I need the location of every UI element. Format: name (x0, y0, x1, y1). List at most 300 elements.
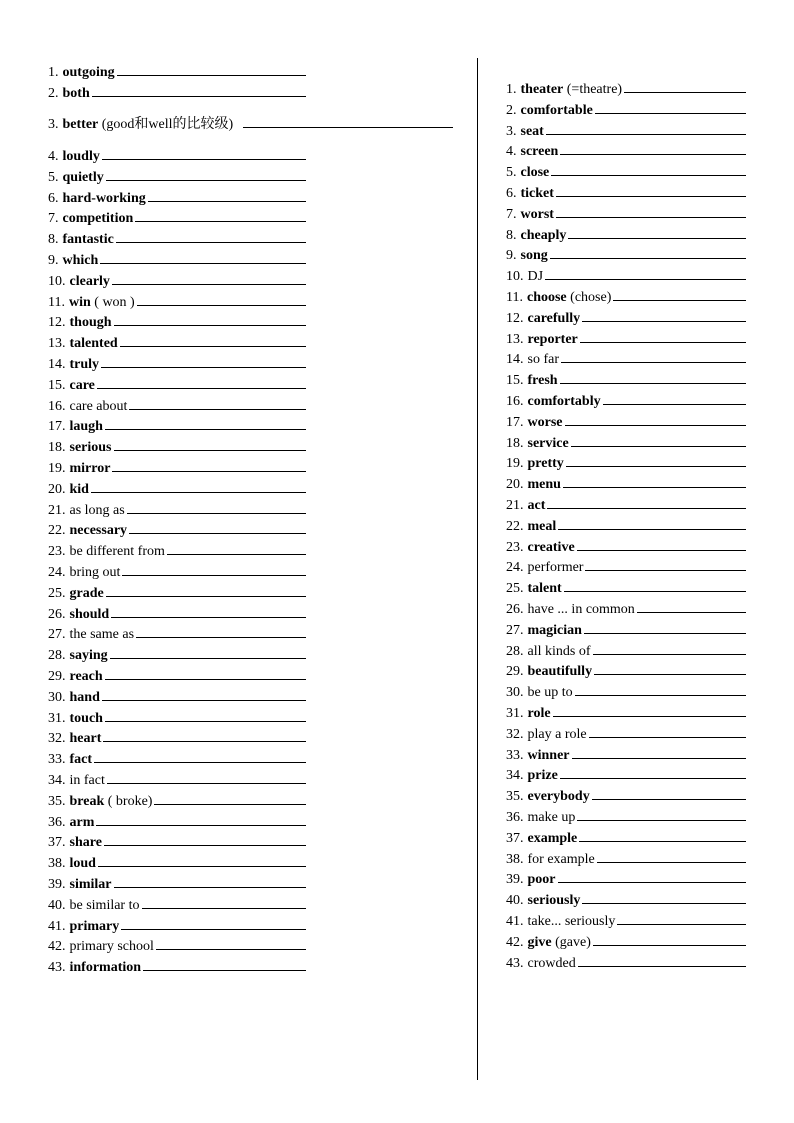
answer-blank[interactable] (156, 936, 306, 950)
vocab-item (48, 520, 306, 539)
answer-blank[interactable] (593, 641, 746, 655)
answer-blank[interactable] (102, 146, 306, 160)
term-note: as long as (69, 502, 125, 518)
answer-blank[interactable] (572, 745, 746, 759)
term-word: talented (69, 336, 118, 352)
term-word: pretty (527, 456, 564, 472)
term-word: clearly (69, 273, 110, 289)
item-number: 38. (506, 851, 524, 867)
vocab-item (506, 245, 746, 264)
vocab-term (521, 186, 554, 202)
vocab-term (528, 498, 546, 514)
item-number: 6. (506, 186, 517, 201)
answer-blank[interactable] (558, 869, 746, 883)
item-number: 10. (506, 269, 524, 285)
item-number: 11. (48, 294, 65, 310)
answer-blank[interactable] (553, 703, 746, 717)
item-number: 24. (48, 565, 66, 580)
term-word: truly (69, 357, 100, 372)
answer-blank[interactable] (98, 853, 306, 867)
answer-blank[interactable] (167, 541, 306, 555)
vocab-term (70, 856, 96, 872)
vocab-term (70, 898, 140, 914)
item-number: 18. (506, 435, 524, 451)
item-number: 34. (506, 768, 524, 784)
item-number: 16. (48, 398, 66, 414)
vocab-term (528, 893, 581, 909)
answer-blank[interactable] (111, 604, 306, 618)
vocab-item (48, 812, 306, 831)
vocab-item (506, 557, 746, 576)
item-number: 20. (506, 477, 524, 493)
vocab-term (70, 378, 95, 394)
vocab-item (506, 329, 746, 348)
term-word: share (69, 835, 102, 851)
answer-blank[interactable] (105, 708, 306, 722)
vocab-item (48, 957, 306, 976)
answer-blank[interactable] (571, 433, 746, 447)
term-word: quietly (62, 169, 104, 185)
vocab-item (506, 370, 746, 389)
answer-blank[interactable] (105, 416, 306, 430)
vocab-term (528, 872, 556, 888)
vocab-item (48, 188, 306, 207)
vocab-term (528, 456, 564, 472)
item-number: 41. (506, 914, 524, 929)
vocab-term (70, 523, 128, 539)
vocab-item (48, 458, 306, 477)
answer-blank[interactable] (135, 208, 306, 222)
answer-blank[interactable] (585, 557, 746, 571)
item-number: 13. (48, 336, 66, 352)
vocab-term (528, 311, 581, 327)
item-number: 31. (506, 706, 524, 721)
item-number: 15. (506, 373, 524, 389)
vocab-item (506, 141, 746, 160)
answer-blank[interactable] (556, 204, 746, 218)
item-number: 23. (48, 544, 66, 560)
answer-blank[interactable] (560, 765, 746, 779)
answer-blank[interactable] (142, 895, 306, 909)
item-number: 38. (48, 856, 66, 872)
answer-blank[interactable] (578, 953, 746, 967)
answer-blank[interactable] (561, 349, 746, 363)
answer-blank[interactable] (97, 375, 306, 389)
vocab-item (506, 724, 746, 743)
vocab-term (70, 544, 165, 560)
item-number: 32. (48, 731, 66, 747)
vocab-term (70, 960, 142, 976)
vocab-term (63, 149, 100, 165)
vocab-term (70, 461, 111, 477)
term-word: worse (527, 414, 563, 430)
vocab-term (70, 939, 154, 955)
answer-blank[interactable] (637, 599, 746, 613)
answer-blank[interactable] (121, 916, 306, 930)
term-word: act (527, 498, 546, 513)
vocab-item (506, 474, 746, 493)
term-note: be up to (527, 685, 573, 701)
answer-blank[interactable] (617, 911, 746, 925)
term-word: break (69, 793, 105, 809)
term-note: performer (527, 560, 584, 576)
vocab-term (528, 269, 544, 285)
answer-blank[interactable] (110, 645, 306, 659)
item-number: 11. (506, 290, 523, 305)
item-number: 5. (506, 165, 517, 181)
answer-blank[interactable] (560, 141, 746, 155)
vocab-item (506, 661, 746, 680)
vocab-term (528, 581, 562, 597)
vocab-term (528, 706, 551, 722)
answer-blank[interactable] (148, 188, 306, 202)
item-number: 35. (48, 793, 66, 809)
answer-blank[interactable] (112, 271, 306, 285)
item-number: 29. (48, 669, 66, 684)
vocab-item (48, 791, 306, 810)
answer-blank[interactable] (566, 453, 746, 467)
answer-blank[interactable] (593, 932, 746, 946)
answer-blank[interactable] (613, 287, 746, 301)
item-number: 22. (506, 518, 524, 534)
term-word: screen (520, 144, 559, 160)
answer-blank[interactable] (94, 749, 306, 763)
vocab-item (506, 516, 746, 535)
term-word: comfortably (527, 394, 601, 409)
term-note: for example (527, 851, 595, 867)
answer-blank[interactable] (114, 312, 306, 326)
term-word: information (69, 960, 142, 976)
vocab-item (48, 62, 306, 81)
vocab-item (506, 287, 746, 306)
term-word: should (69, 606, 110, 622)
answer-blank[interactable] (243, 114, 453, 128)
vocab-term (70, 399, 128, 415)
term-note: all kinds of (527, 643, 591, 659)
answer-blank[interactable] (577, 537, 746, 551)
answer-blank[interactable] (624, 79, 746, 93)
item-number: 19. (48, 461, 66, 476)
vocab-item (48, 936, 306, 955)
answer-blank[interactable] (114, 437, 306, 451)
item-number: 2. (48, 86, 59, 101)
vocab-item (48, 396, 306, 415)
vocab-item (48, 312, 306, 331)
answer-blank[interactable] (546, 121, 746, 135)
vocab-term (528, 852, 595, 868)
vocab-item (48, 645, 306, 664)
vocab-term (528, 332, 578, 348)
vocab-term (521, 103, 593, 119)
term-note: be similar to (69, 897, 140, 913)
item-number: 12. (506, 310, 524, 326)
answer-blank[interactable] (579, 828, 746, 842)
item-number: 39. (48, 877, 66, 892)
answer-blank[interactable] (564, 578, 746, 592)
answer-blank[interactable] (550, 245, 746, 259)
term-word: kid (69, 481, 89, 497)
answer-blank[interactable] (91, 479, 306, 493)
item-number: 8. (48, 232, 59, 248)
vocab-term (528, 768, 558, 784)
answer-blank[interactable] (592, 786, 746, 800)
term-note: take... seriously (527, 914, 616, 929)
answer-blank[interactable] (107, 770, 306, 784)
vocab-term (528, 373, 558, 389)
vocab-term (528, 602, 635, 618)
item-number: 31. (48, 710, 66, 726)
vocab-item (506, 162, 746, 181)
answer-blank[interactable] (129, 396, 306, 410)
vocab-term (70, 711, 103, 727)
item-number: 16. (506, 394, 524, 409)
term-word: seat (520, 123, 544, 139)
vocab-term (527, 290, 611, 306)
item-number: 14. (506, 352, 524, 368)
item-number: 26. (48, 606, 66, 622)
vocab-term (63, 65, 115, 81)
vocab-term (528, 727, 587, 743)
term-word: comfortable (520, 102, 593, 118)
item-number: 14. (48, 357, 66, 372)
term-word: both (62, 86, 90, 101)
answer-blank[interactable] (100, 250, 306, 264)
item-number: 13. (506, 331, 524, 347)
item-number: 21. (506, 498, 524, 513)
item-number: 30. (506, 685, 524, 701)
vocab-term (70, 503, 125, 519)
answer-blank[interactable] (96, 812, 306, 826)
answer-blank[interactable] (106, 583, 306, 597)
item-number: 36. (506, 810, 524, 825)
vocab-item (506, 183, 746, 202)
answer-blank[interactable] (545, 266, 746, 280)
term-word: fresh (527, 373, 558, 389)
vocab-term (528, 831, 578, 847)
term-note: (good和well的比较级) (98, 117, 234, 132)
vocab-item (506, 765, 746, 784)
vocab-term (70, 336, 118, 352)
item-number: 24. (506, 560, 524, 576)
answer-blank[interactable] (129, 520, 306, 534)
vocab-term (528, 956, 576, 972)
answer-blank[interactable] (92, 83, 306, 97)
vocab-item (506, 849, 746, 868)
item-number: 26. (506, 602, 524, 617)
term-word: give (527, 934, 552, 950)
term-word: grade (69, 585, 104, 601)
vocab-term (528, 935, 591, 951)
term-word: winner (527, 747, 570, 763)
answer-blank[interactable] (105, 666, 306, 680)
term-word: worst (520, 206, 554, 222)
answer-blank[interactable] (589, 724, 746, 738)
answer-blank[interactable] (551, 162, 746, 176)
answer-blank[interactable] (595, 100, 746, 114)
vocab-term (528, 352, 560, 368)
term-word: poor (527, 872, 556, 888)
item-number: 9. (48, 253, 59, 268)
answer-blank[interactable] (594, 661, 746, 675)
item-number: 7. (48, 211, 59, 227)
answer-blank[interactable] (556, 183, 746, 197)
vocab-term (70, 586, 104, 602)
term-word: prize (527, 768, 558, 784)
answer-blank[interactable] (577, 807, 746, 821)
answer-blank[interactable] (143, 957, 306, 971)
answer-blank[interactable] (104, 832, 306, 846)
vocab-item (48, 749, 306, 768)
vocab-term (70, 648, 108, 664)
term-word: mirror (69, 461, 111, 476)
vocab-term (70, 565, 121, 581)
term-word: loudly (62, 149, 100, 164)
item-number: 40. (48, 897, 66, 913)
answer-blank[interactable] (582, 890, 746, 904)
term-word: example (527, 830, 578, 846)
answer-blank[interactable] (584, 620, 746, 634)
vocab-term (63, 117, 234, 133)
vocab-item (48, 354, 306, 373)
answer-blank[interactable] (106, 167, 306, 181)
vocab-item (506, 807, 746, 826)
vocab-term (70, 690, 100, 706)
vocab-term (70, 815, 95, 831)
vocab-item (506, 453, 746, 472)
item-number: 25. (506, 581, 524, 597)
item-number: 2. (506, 102, 517, 118)
term-word: service (527, 435, 569, 451)
item-number: 3. (506, 123, 517, 139)
answer-blank[interactable] (102, 687, 306, 701)
answer-blank[interactable] (575, 682, 746, 696)
vocab-item (506, 682, 746, 701)
vocab-item (506, 578, 746, 597)
vocab-item (48, 770, 306, 789)
answer-blank[interactable] (114, 874, 306, 888)
item-number: 20. (48, 481, 66, 497)
answer-blank[interactable] (597, 849, 746, 863)
answer-blank[interactable] (103, 728, 306, 742)
item-number: 43. (48, 960, 66, 976)
term-word: which (62, 253, 99, 268)
vocab-item (506, 433, 746, 452)
answer-blank[interactable] (137, 292, 306, 306)
term-word: necessary (69, 523, 128, 539)
term-word: better (62, 117, 99, 132)
term-note: (chose) (566, 290, 612, 305)
answer-blank[interactable] (154, 791, 306, 805)
answer-blank[interactable] (580, 329, 746, 343)
term-note: crowded (527, 955, 576, 971)
vocab-term (63, 253, 99, 269)
item-number: 12. (48, 315, 66, 331)
term-word: talent (527, 581, 562, 597)
term-word: menu (527, 477, 561, 493)
vocab-item (48, 271, 306, 290)
item-number: 15. (48, 377, 66, 393)
vocab-item (506, 349, 746, 368)
answer-blank[interactable] (565, 412, 746, 426)
answer-blank[interactable] (603, 391, 746, 405)
vocab-term (70, 419, 103, 435)
term-note: care about (69, 398, 128, 414)
vocab-term (521, 82, 623, 98)
answer-blank[interactable] (116, 229, 306, 243)
answer-blank[interactable] (563, 474, 746, 488)
term-word: seriously (527, 893, 581, 909)
vocab-item (506, 537, 746, 556)
term-word: ticket (520, 186, 554, 201)
answer-blank[interactable] (120, 333, 306, 347)
vocab-item (48, 250, 306, 269)
vocab-item (48, 541, 306, 560)
term-word: hand (69, 689, 100, 705)
item-number: 6. (48, 190, 59, 206)
vocab-item (506, 100, 746, 119)
vocab-term (70, 482, 89, 498)
vocab-item (506, 932, 746, 951)
item-number: 34. (48, 773, 66, 788)
vocab-term (528, 685, 573, 701)
answer-blank[interactable] (101, 354, 306, 368)
vocab-term (70, 669, 103, 685)
vocab-term (528, 810, 576, 826)
item-number: 17. (506, 414, 524, 430)
item-number: 4. (48, 149, 59, 164)
term-word: touch (69, 710, 103, 726)
vocab-term (70, 440, 112, 456)
item-number: 39. (506, 872, 524, 888)
item-number: 36. (48, 814, 66, 830)
item-number: 33. (506, 747, 524, 763)
item-number: 22. (48, 523, 66, 539)
item-number: 25. (48, 585, 66, 601)
answer-blank[interactable] (568, 225, 746, 239)
vocab-term (521, 207, 554, 223)
vocab-term (528, 914, 616, 930)
vocab-item (48, 895, 306, 914)
vocab-term (521, 124, 544, 140)
vocab-term (521, 248, 548, 264)
term-word: fact (69, 752, 93, 768)
vocab-term (70, 274, 110, 290)
vocab-item (506, 266, 746, 285)
term-word: heart (69, 731, 102, 747)
answer-blank[interactable] (582, 308, 746, 322)
answer-blank[interactable] (117, 62, 306, 76)
answer-blank[interactable] (112, 458, 306, 472)
vocab-term (70, 835, 102, 851)
term-note: (gave) (551, 934, 591, 950)
term-word: song (520, 248, 548, 264)
answer-blank[interactable] (122, 562, 306, 576)
answer-blank[interactable] (127, 500, 306, 514)
vocab-item (506, 953, 746, 972)
answer-blank[interactable] (547, 495, 746, 509)
answer-blank[interactable] (560, 370, 746, 384)
vocab-item (506, 412, 746, 431)
answer-blank[interactable] (136, 624, 306, 638)
item-number: 40. (506, 893, 524, 909)
answer-blank[interactable] (558, 516, 746, 530)
item-number: 37. (506, 830, 524, 846)
vocab-item (506, 828, 746, 847)
term-word: though (69, 315, 112, 331)
term-note: ( broke) (104, 793, 153, 809)
vocab-term (528, 560, 584, 576)
vocab-term (63, 86, 90, 102)
